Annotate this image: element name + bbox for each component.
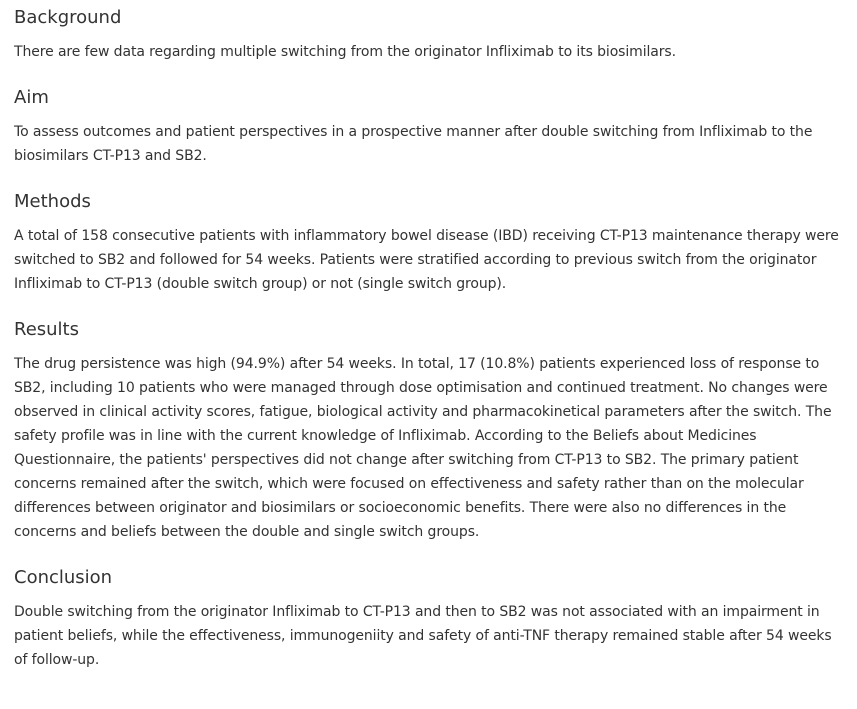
- section-body-background: There are few data regarding multiple switching from the originator Infliximab to its biosimilars.: [14, 44, 676, 60]
- section-body-results: The drug persistence was high (94.9%) after 54 weeks. In total, 17 (10.8%) patients experienced loss of response to SB2, including 10 patients who were managed through dose optimisation and continued treatment. No changes were observed in clinical activity scores, fatigue, biological activity and pharmacokinetical parameters after the switch. The safety profile was in line with the current knowledge of Infliximab. According to the Beliefs about Medicines Questionnaire, the patients' perspectives did not change after switching from CT-P13 to SB2. The primary patient concerns remained after the switch, which were focused on effectiveness and safety rather than on the molecular differences between originator and biosimilars or socioeconomic benefits. There were also no differences in the concerns and beliefs between the double and single switch groups.: [14, 356, 832, 540]
- section-conclusion: [14, 566, 843, 672]
- section-results: [14, 318, 843, 544]
- section-heading-aim: Aim: [14, 87, 49, 108]
- section-aim: [14, 86, 843, 168]
- section-heading-conclusion: Conclusion: [14, 567, 113, 588]
- section-heading-results: Results: [14, 319, 79, 340]
- section-heading-background: Background: [14, 7, 122, 28]
- section-methods: [14, 190, 843, 296]
- section-body-aim: To assess outcomes and patient perspectives in a prospective manner after double switching from Infliximab to the biosimilars CT-P13 and SB2.: [14, 124, 813, 164]
- section-body-methods: A total of 158 consecutive patients with inflammatory bowel disease (IBD) receiving CT-P13 maintenance therapy were switched to SB2 and followed for 54 weeks. Patients were stratified according to previous switch from the originator Infliximab to CT-P13 (double switch group) or not (single switch group).: [14, 228, 839, 292]
- section-body-conclusion: Double switching from the originator Infliximab to CT-P13 and then to SB2 was not associated with an impairment in patient beliefs, while the effectiveness, immunogeniity and safety of anti-TNF therapy remained stable after 54 weeks of follow-up.: [14, 604, 832, 668]
- section-heading-methods: Methods: [14, 191, 91, 212]
- section-background: [14, 6, 843, 64]
